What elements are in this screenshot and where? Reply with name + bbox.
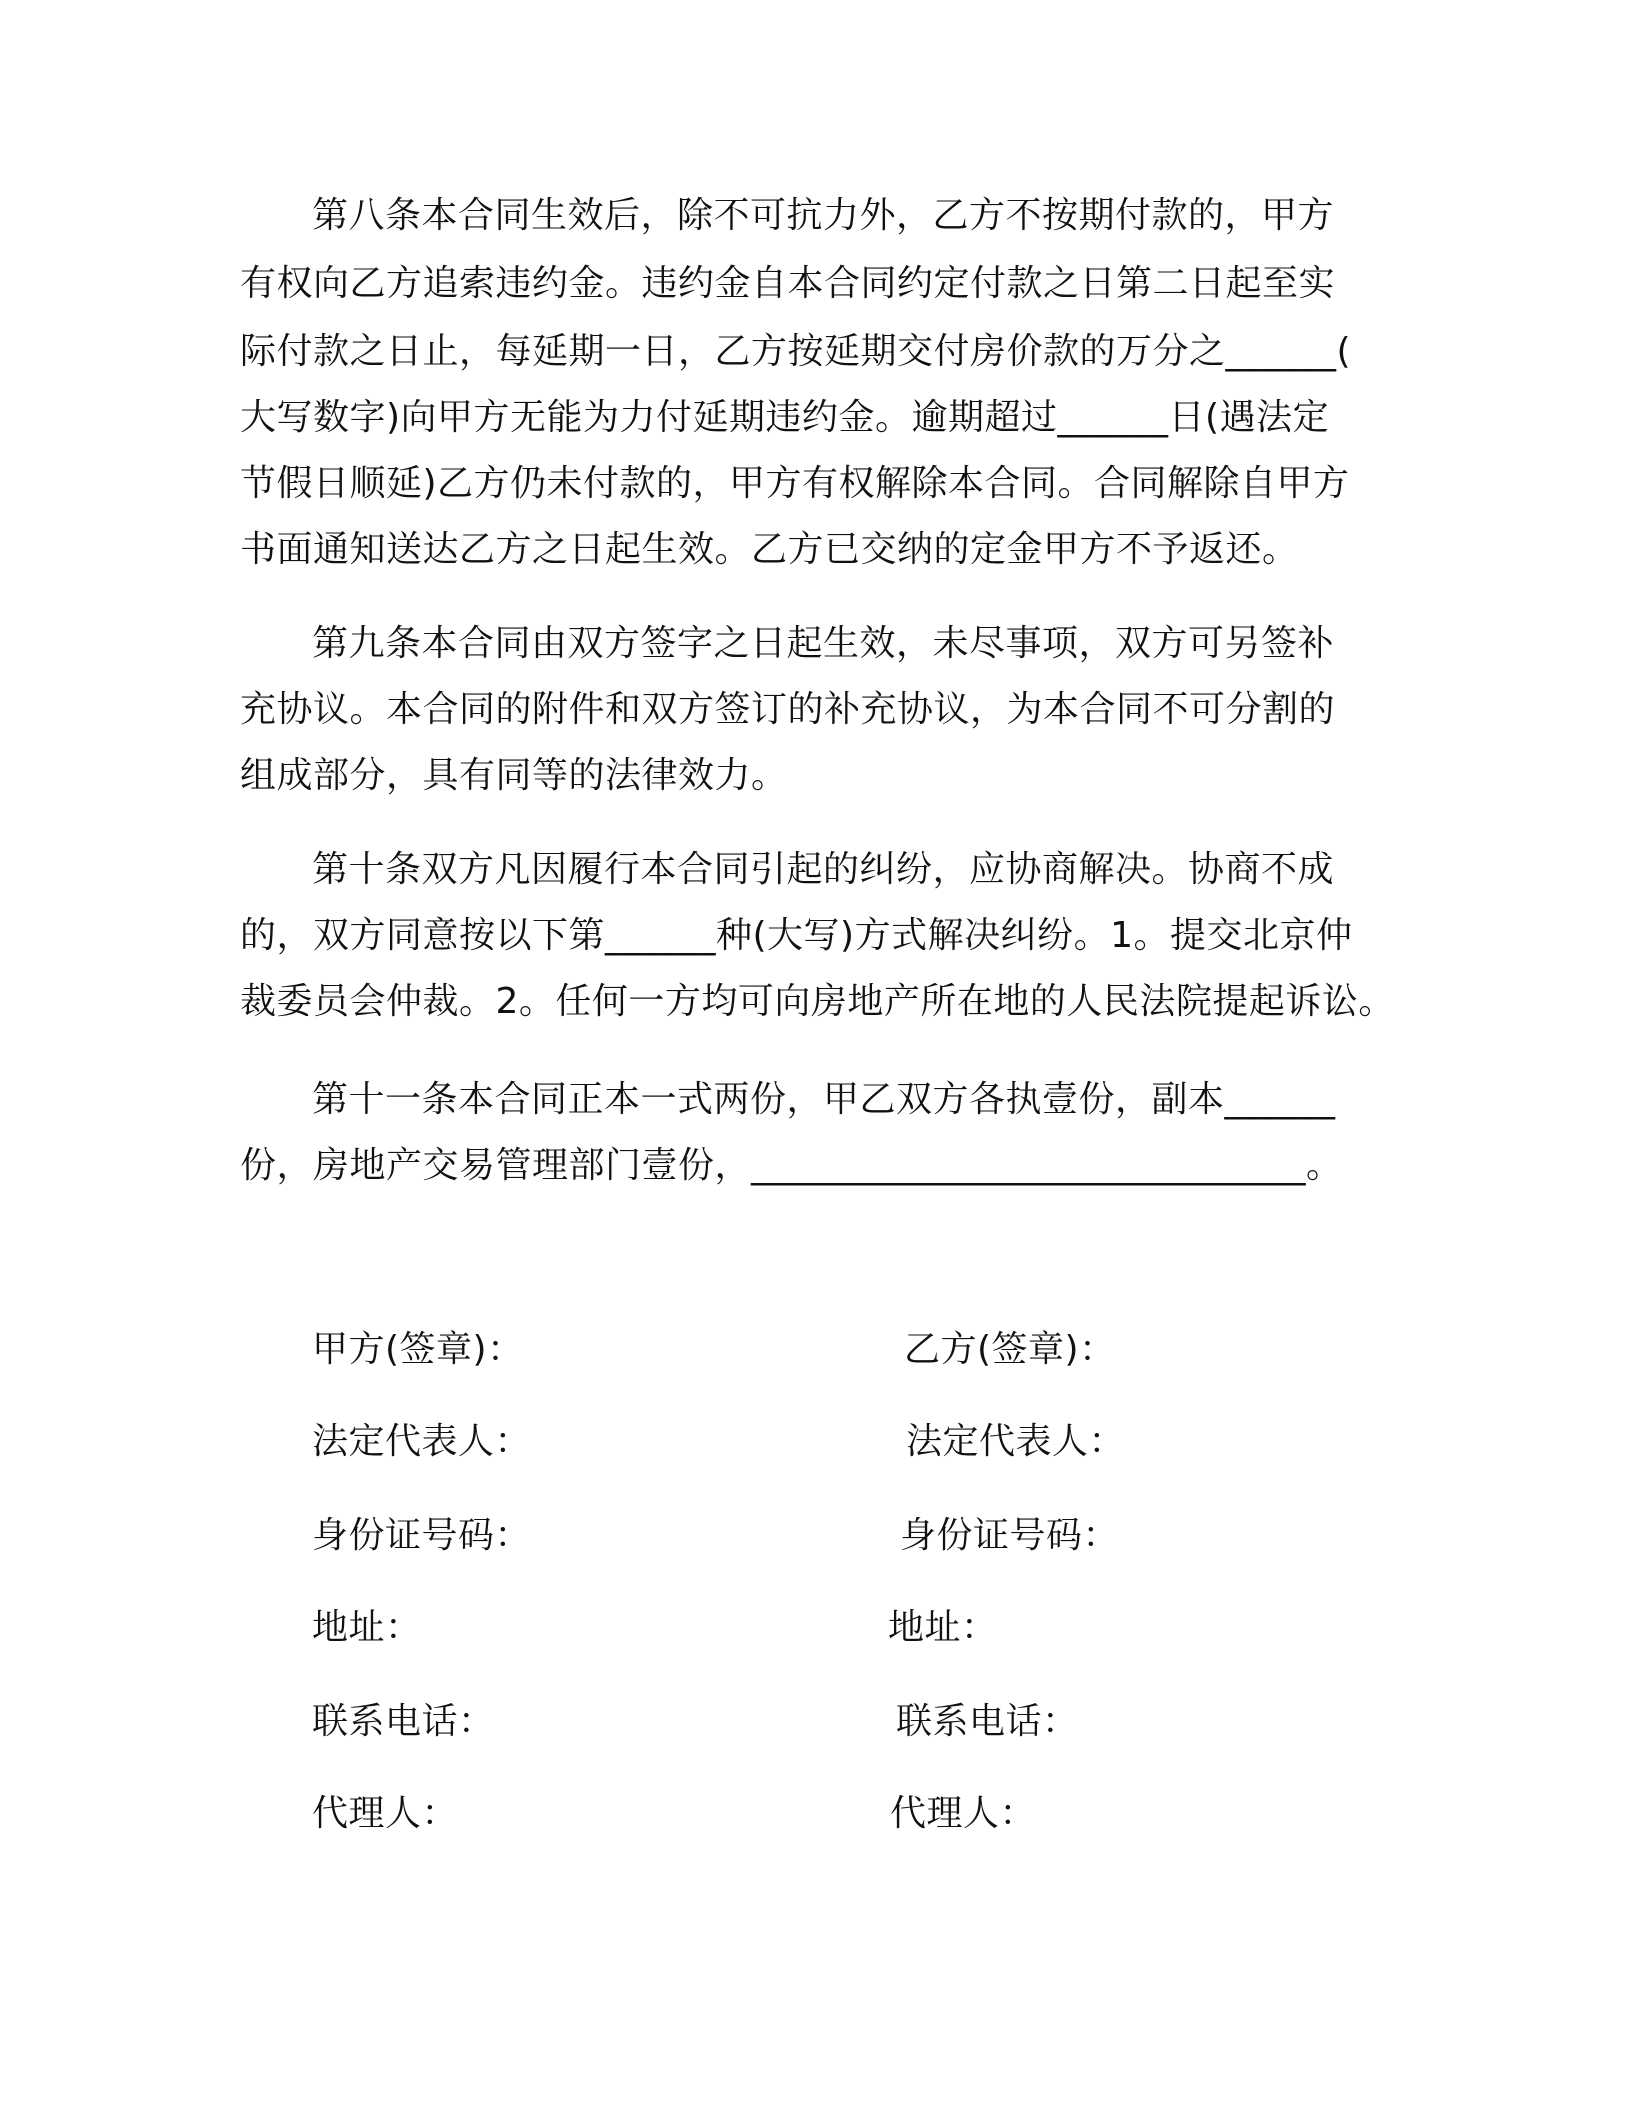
- article-9-line-3: 组成部分，具有同等的法律效力。: [240, 755, 788, 796]
- party-a-seal-label: 甲方(签章)：: [312, 1329, 524, 1370]
- article-11-line-1: 第十一条本合同正本一式两份，甲乙双方各执壹份，副本______: [312, 1079, 1336, 1120]
- party-b-id-number-label: 身份证号码：: [900, 1515, 1120, 1556]
- article-10-line-3: 裁委员会仲裁。2。任何一方均可向房地产所在地的人民法院提起诉讼。: [240, 981, 1395, 1022]
- party-b-seal-label: 乙方(签章)：: [904, 1329, 1116, 1370]
- article-10-line-1: 第十条双方凡因履行本合同引起的纠纷，应协商解决。协商不成: [312, 849, 1335, 890]
- article-8-line-6: 书面通知送达乙方之日起生效。乙方已交纳的定金甲方不予返还。: [240, 529, 1299, 570]
- article-8-line-1: 第八条本合同生效后，除不可抗力外，乙方不按期付款的，甲方: [312, 195, 1335, 236]
- party-a-address-label: 地址：: [312, 1607, 422, 1648]
- party-b-legal-rep-label: 法定代表人：: [906, 1421, 1126, 1462]
- party-b-phone-label: 联系电话：: [896, 1701, 1079, 1742]
- article-11-line-2: 份，房地产交易管理部门壹份，______________________________。: [240, 1145, 1343, 1186]
- article-8-line-5: 节假日顺延)乙方仍未付款的，甲方有权解除本合同。合同解除自甲方: [240, 463, 1350, 504]
- article-8-line-2: 有权向乙方追索违约金。违约金自本合同约定付款之日第二日起至实: [240, 263, 1336, 304]
- party-a-id-number-label: 身份证号码：: [312, 1515, 532, 1556]
- article-10-line-2: 的，双方同意按以下第______种(大写)方式解决纠纷。1。提交北京仲: [240, 915, 1353, 956]
- party-b-agent-label: 代理人：: [890, 1793, 1037, 1834]
- article-8-line-4: 大写数字)向甲方无能为力付延期违约金。逾期超过______日(遇法定: [240, 397, 1330, 438]
- article-8-line-3: 际付款之日止，每延期一日，乙方按延期交付房价款的万分之______(: [240, 331, 1352, 372]
- party-a-legal-rep-label: 法定代表人：: [312, 1421, 532, 1462]
- article-9-line-1: 第九条本合同由双方签字之日起生效，未尽事项，双方可另签补: [312, 623, 1335, 664]
- party-a-phone-label: 联系电话：: [312, 1701, 495, 1742]
- party-b-address-label: 地址：: [888, 1607, 998, 1648]
- article-9-line-2: 充协议。本合同的附件和双方签订的补充协议，为本合同不可分割的: [240, 689, 1336, 730]
- party-a-agent-label: 代理人：: [312, 1793, 459, 1834]
